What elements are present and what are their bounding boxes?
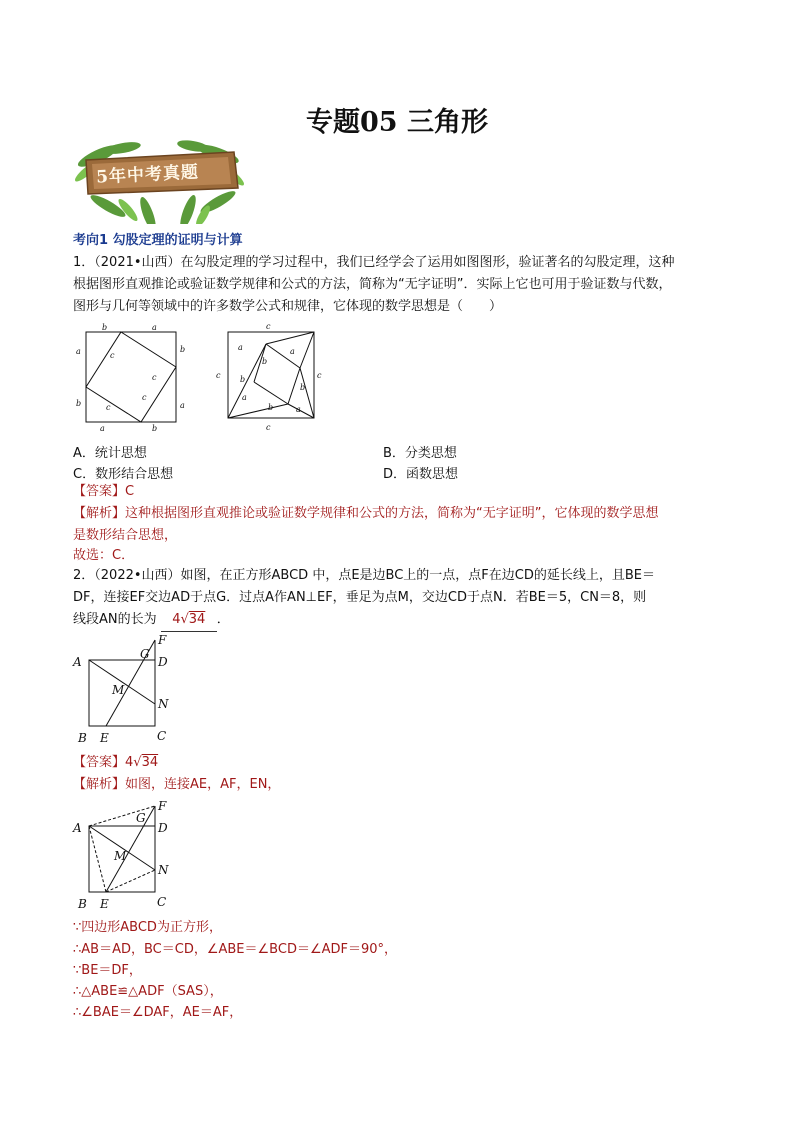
fig2-label-A: A	[73, 655, 82, 669]
q2-step-5: ∴∠BAE＝∠DAF，AE＝AF，	[73, 1005, 243, 1020]
q2-figure	[70, 632, 180, 744]
q2-line-2: DF，连接EF交边AD于点G．过点A作AN⊥EF，垂足为点M，交边CD于点N．若BE＝5，CN＝8，则	[73, 590, 647, 605]
banner-label: 5年中考真题	[95, 162, 200, 188]
q2-step-3: ∵BE＝DF，	[73, 963, 142, 978]
fig1r-label-b: b	[262, 357, 268, 366]
fig3-label-A: A	[73, 821, 82, 835]
fig1r-label-a: a	[238, 343, 243, 352]
q2-line-1: 2．（2022•山西）如图，在正方形ABCD 中，点E是边BC上的一点，点F在边CD的延长线上，且BE＝	[73, 568, 656, 583]
q1-analysis-1: 【解析】这种根据图形直观推论或验证数学规律和公式的方法，简称为“无字证明”，它体现的数学思想	[73, 506, 659, 521]
q1-option-a: A．统计思想	[73, 446, 147, 461]
fig3-label-E: E	[100, 897, 109, 910]
q2-step-4: ∴△ABE≌△ADF（SAS），	[73, 984, 223, 999]
fig1-label-a: a	[152, 323, 157, 332]
q1-line-1: 1．（2021•山西）在勾股定理的学习过程中，我们已经学会了运用如图图形，验证著名的勾股定理，这种	[73, 255, 675, 270]
fig1-label-b: b	[152, 424, 158, 432]
fig2-label-D: D	[158, 655, 168, 669]
fig3-label-G: G	[136, 811, 146, 825]
fig1-label-b: b	[102, 323, 108, 332]
fig3-label-N: N	[158, 863, 169, 877]
q1-option-b: B．分类思想	[383, 446, 457, 461]
q2-analysis-figure	[70, 798, 180, 910]
fig1r-label-c: c	[266, 423, 271, 432]
fig1r-label-b: b	[240, 375, 246, 384]
fig1r-label-a: a	[290, 347, 295, 356]
section-heading: 考向1 勾股定理的证明与计算	[73, 233, 243, 248]
q2-line-3-post: ．	[216, 612, 230, 627]
fig1r-label-b: b	[268, 403, 274, 412]
fig1r-label-b: b	[300, 383, 306, 392]
q2-line-3-pre: 线段AN的长为	[73, 612, 161, 627]
fig1-label-a: a	[100, 424, 105, 432]
fig3-label-F: F	[158, 799, 167, 813]
q1-line-2: 根据图形直观推论或验证数学规律和公式的方法，简称为“无字证明”．实际上它也可用于验证数与代数，	[73, 277, 672, 292]
fig1-label-a: a	[180, 401, 185, 410]
fig1-label-b: b	[76, 399, 82, 408]
fig1r-label-c: c	[317, 371, 322, 380]
q2-answer: 【答案】4√34	[73, 755, 159, 770]
q2-step-2: ∴AB＝AD，BC＝CD，∠ABE＝∠BCD＝∠ADF＝90°，	[73, 942, 398, 957]
q1-line-3: 图形与几何等领域中的许多数学公式和规律，它体现的数学思想是（ ）	[73, 299, 503, 314]
q2-analysis: 【解析】如图，连接AE，AF，EN，	[73, 777, 281, 792]
fig3-label-C: C	[157, 895, 167, 909]
fig1-label-c: c	[110, 351, 115, 360]
fig1-label-c: c	[142, 393, 147, 402]
fig1-label-a: a	[76, 347, 81, 356]
fig1r-label-a: a	[242, 393, 247, 402]
fig3-label-D: D	[158, 821, 168, 835]
fig1-label-b: b	[180, 345, 186, 354]
fig1r-label-a: a	[296, 405, 301, 414]
q2-line-3	[73, 609, 733, 632]
fig2-label-G: G	[140, 647, 150, 661]
fig2-label-B: B	[78, 731, 87, 744]
fig2-label-C: C	[157, 729, 167, 743]
q1-conclusion: 故选：C．	[73, 548, 135, 563]
q2-answer-blank: 4√34	[161, 609, 217, 632]
q1-answer: 【答案】C	[73, 484, 135, 499]
page-title: 专题05 三角形	[306, 107, 488, 138]
q1-figure-left	[70, 320, 190, 432]
fig1-label-c: c	[152, 373, 157, 382]
fig2-label-M: M	[112, 683, 125, 697]
fig1-label-c: c	[106, 403, 111, 412]
fig1r-label-c: c	[216, 371, 221, 380]
q1-option-c: C．数形结合思想	[73, 467, 174, 482]
fig3-label-B: B	[78, 897, 87, 910]
fig1r-label-c: c	[266, 322, 271, 331]
fig2-label-N: N	[158, 697, 169, 711]
q1-option-d: D．函数思想	[383, 467, 459, 482]
fig2-label-E: E	[100, 731, 109, 744]
fig2-label-F: F	[158, 633, 167, 647]
q2-step-1: ∵四边形ABCD为正方形，	[73, 920, 222, 935]
q1-figure-right	[214, 320, 326, 432]
fig3-label-M: M	[114, 849, 127, 863]
q1-analysis-2: 是数形结合思想，	[73, 528, 178, 543]
